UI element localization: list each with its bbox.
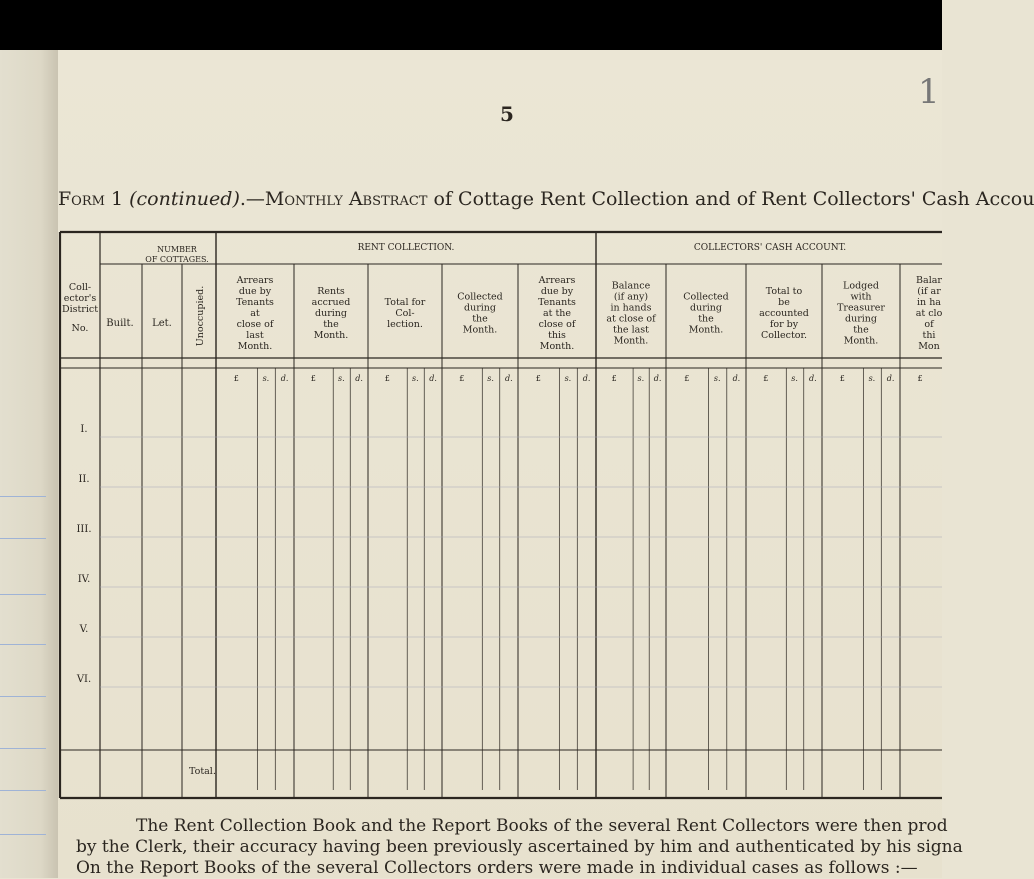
paragraph-line: by the Clerk, their accuracy having been previously ascertained by him and authenticated by his signa (76, 837, 963, 857)
table-text (62, 243, 943, 777)
pound-unit-label: £ (611, 374, 617, 383)
money-column-header: Month. (462, 324, 498, 336)
money-column-header: close of (538, 319, 576, 330)
district-number: V. (79, 624, 89, 635)
money-column-header: for by (769, 319, 799, 330)
corner-fragment: 1 (918, 72, 938, 112)
money-column-header: Mon (918, 341, 940, 352)
money-column-header: Total for (384, 297, 426, 308)
money-column-header: Rents (317, 286, 345, 297)
shilling-unit-label: s. (487, 374, 494, 383)
cottages-group-header: NUMBER (157, 245, 197, 254)
money-column-header: at (250, 308, 260, 319)
district-header: No. (71, 323, 89, 334)
shilling-unit-label: s. (338, 374, 345, 383)
money-column-header: Month. (613, 335, 649, 347)
money-column-header: (if ar (917, 286, 941, 297)
shilling-unit-label: s. (262, 374, 270, 383)
pound-unit-label: £ (763, 374, 769, 383)
money-column-header: at clo (915, 308, 943, 319)
facing-page-ruled-line (0, 790, 46, 791)
pence-unit-label: d. (429, 374, 437, 383)
money-column-header: Treasurer (837, 302, 885, 314)
pound-unit-label: £ (839, 374, 845, 383)
title-caps: Monthly Abstract (264, 188, 428, 210)
money-column-header: in ha (917, 297, 941, 308)
pence-unit-label: d. (886, 374, 895, 383)
cottages-group-header: OF COTTAGES. (145, 255, 209, 264)
body-paragraph (76, 816, 963, 879)
built-header: Built. (106, 318, 134, 329)
facing-page-ruled-line (0, 538, 46, 539)
paragraph-line: On the Report Books of the several Collectors orders were made in individual cases as follows :— (76, 858, 918, 878)
district-number: I. (80, 424, 88, 435)
money-column-header: Month. (688, 324, 724, 336)
money-column-header: due by (238, 286, 272, 297)
district-number: VI. (76, 674, 92, 685)
pence-unit-label: d. (809, 374, 817, 383)
money-column-header: lection. (387, 319, 423, 330)
money-column-header: last (246, 330, 264, 341)
pence-unit-label: d. (280, 374, 289, 383)
money-column-header: the last (613, 324, 649, 336)
pence-unit-label: d. (355, 374, 363, 383)
district-header: ector's (63, 293, 97, 304)
page-number: 5 (500, 102, 514, 126)
money-column-header: Tenants (538, 297, 576, 308)
money-column-header: close of (236, 319, 274, 330)
district-number: IV. (77, 574, 91, 585)
pound-unit-label: £ (233, 374, 239, 383)
money-column-header: the (853, 324, 869, 336)
district-header: Coll- (68, 282, 92, 293)
shilling-unit-label: s. (713, 374, 721, 383)
money-column-header: accrued (311, 297, 351, 308)
money-column-header: Collected (683, 291, 729, 303)
form-label: Form 1 (58, 188, 124, 210)
money-column-header: (if any) (613, 291, 649, 303)
money-column-header: be (778, 297, 790, 308)
money-column-header: the (698, 313, 714, 325)
district-number: II. (78, 474, 90, 485)
table-rules (60, 232, 942, 798)
money-column-header: Col- (395, 308, 415, 319)
money-column-header: Arrears (538, 275, 576, 286)
shilling-unit-label: s. (637, 374, 645, 383)
ledger-page (58, 50, 1034, 878)
facing-page-ruled-line (0, 834, 46, 835)
facing-page-ruled-line (0, 496, 46, 497)
money-column-header: the (472, 313, 488, 325)
facing-page-ruled-line (0, 594, 46, 595)
shilling-unit-label: s. (412, 374, 419, 383)
facing-page-ruled-line (0, 748, 46, 749)
money-column-header: with (850, 291, 872, 303)
money-column-header: Balar (916, 275, 942, 286)
money-column-header: during (464, 302, 496, 314)
scan-top-border (0, 0, 942, 50)
money-column-header: during (690, 302, 722, 314)
district-number: III. (76, 524, 92, 535)
shilling-unit-label: s. (564, 374, 572, 383)
money-column-header: the (323, 319, 339, 330)
form-continued: (continued) (129, 188, 240, 210)
money-column-header: during (845, 313, 877, 325)
rent-group-header: RENT COLLECTION. (357, 243, 455, 253)
money-column-header: in hands (610, 302, 652, 314)
money-column-header: Month. (843, 335, 879, 347)
money-column-header: during (315, 308, 347, 319)
money-column-header: Month. (237, 341, 273, 352)
money-column-header: Month. (539, 341, 575, 352)
title-dash: .— (239, 188, 265, 210)
money-column-header: Lodged (843, 280, 879, 292)
total-label: Total. (189, 766, 216, 777)
money-column-header: at the (542, 308, 572, 319)
facing-page-edge (0, 50, 58, 878)
money-column-header: Tenants (236, 297, 274, 308)
money-column-header: Total to (765, 286, 803, 297)
pound-unit-label: £ (384, 374, 390, 383)
district-header: District (61, 304, 99, 315)
facing-page-ruled-line (0, 696, 46, 697)
let-header: Let. (152, 318, 172, 329)
money-column-header: Arrears (236, 275, 274, 286)
ledger-table (58, 232, 942, 802)
money-column-header: accounted (759, 308, 809, 319)
paragraph-line: The Rent Collection Book and the Report Books of the several Rent Collectors were then prod (136, 816, 948, 836)
title-rest: of Cottage Rent Collection and of Rent Collectors' Cash Accou (427, 188, 1034, 210)
money-column-header: Month. (313, 330, 349, 341)
cash-group-header: COLLECTORS' CASH ACCOUNT. (693, 243, 847, 253)
money-column-header: thi (922, 330, 936, 341)
pound-unit-label: £ (310, 374, 316, 383)
money-column-header: due by (540, 286, 574, 297)
pence-unit-label: d. (732, 374, 741, 383)
facing-page-ruled-line (0, 644, 46, 645)
pound-unit-label: £ (684, 374, 690, 383)
pence-unit-label: d. (582, 374, 591, 383)
unoccupied-header: Unoccupied. (195, 285, 206, 347)
pound-unit-label: £ (535, 374, 541, 383)
form-title (58, 188, 1034, 210)
pence-unit-label: d. (505, 374, 513, 383)
money-column-header: Collector. (760, 330, 808, 341)
pound-unit-label: £ (459, 374, 465, 383)
money-column-header: this (548, 330, 566, 341)
pound-unit-label: £ (917, 374, 923, 383)
shilling-unit-label: s. (868, 374, 876, 383)
money-column-header: Collected (457, 291, 503, 303)
money-column-header: at close of (606, 313, 656, 325)
money-column-header: Balance (611, 280, 651, 292)
money-column-header: of (924, 319, 934, 330)
shilling-unit-label: s. (791, 374, 798, 383)
pence-unit-label: d. (653, 374, 662, 383)
